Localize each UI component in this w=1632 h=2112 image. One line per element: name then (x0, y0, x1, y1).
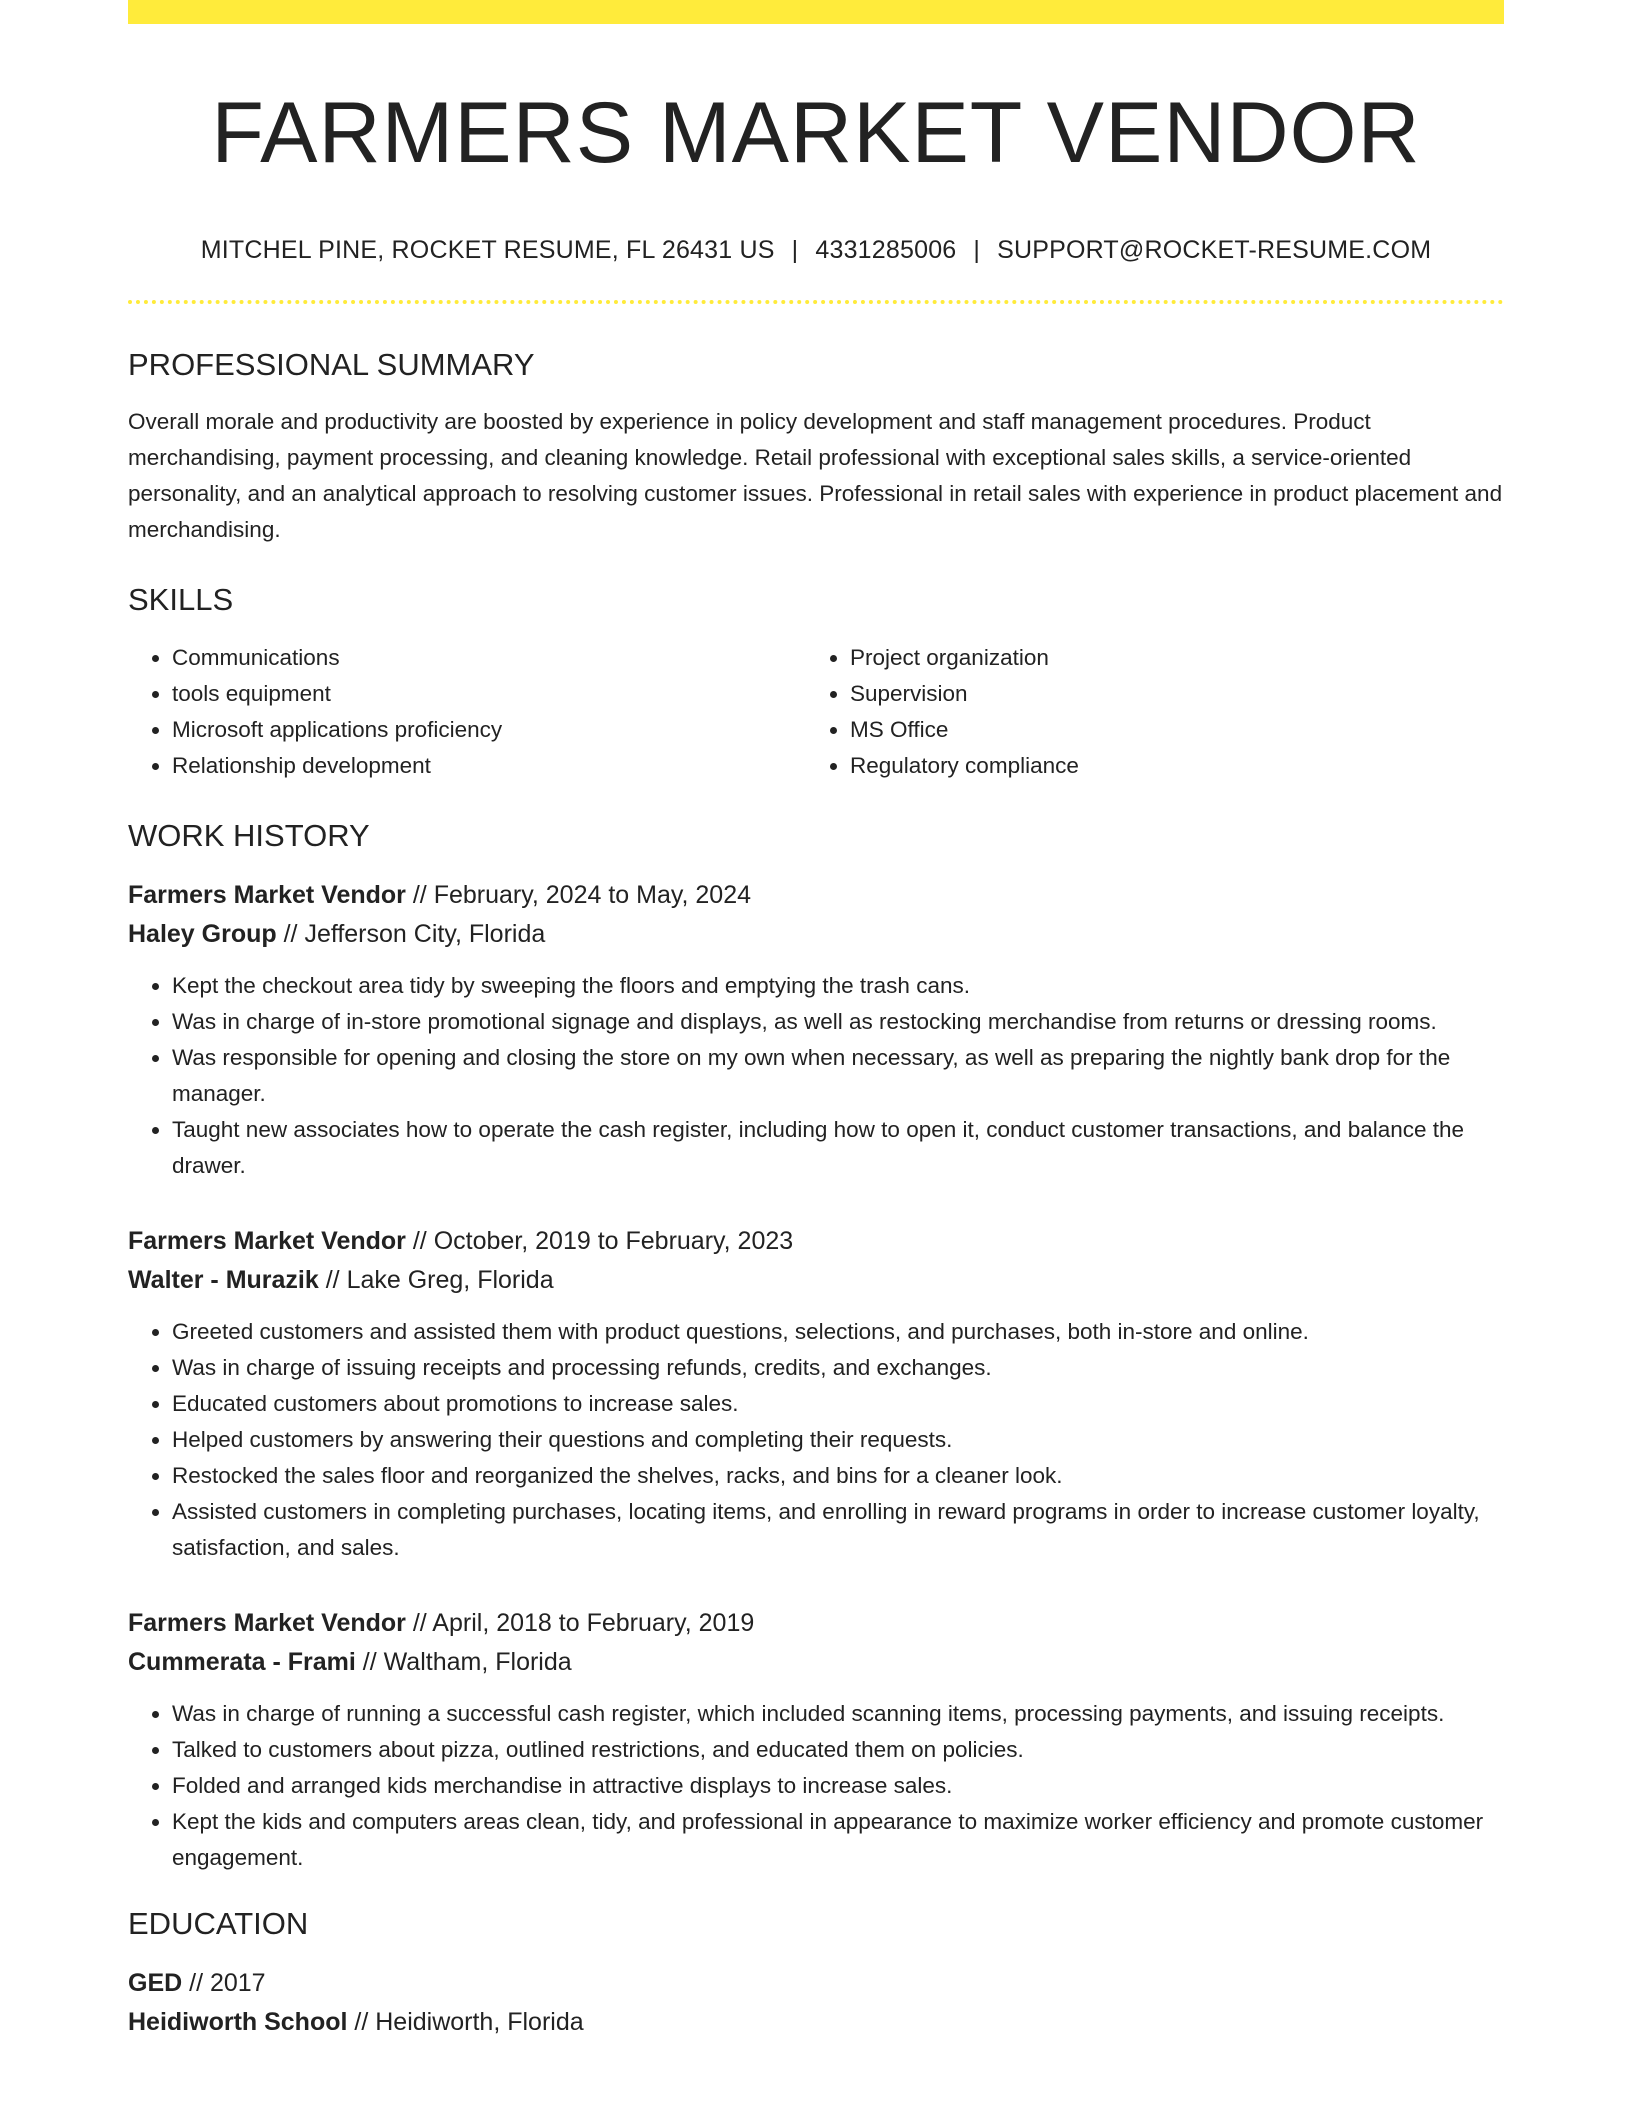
job-dates: // October, 2019 to February, 2023 (405, 1227, 794, 1255)
resume-title: FARMERS MARKET VENDOR (211, 85, 1421, 181)
skill-item: • Regulatory compliance (850, 748, 1484, 784)
job-bullet: • Greeted customers and assisted them with product questions, selections, and purchases, both in-store and online. (172, 1314, 1504, 1350)
section-title-summary: PROFESSIONAL SUMMARY (128, 347, 535, 382)
job-role-line (128, 876, 1504, 915)
contact-phone[interactable]: 4331285006 (815, 236, 957, 264)
education-year: // 2017 (182, 1969, 266, 1997)
job-bullet: • Was in charge of in-store promotional signage and displays, as well as restocking merchandise from returns or dressing rooms. (172, 1004, 1504, 1040)
job-bullets (128, 1696, 1504, 1876)
skill-item: • Project organization (850, 640, 1484, 676)
job-bullet: • Was in charge of issuing receipts and processing refunds, credits, and exchanges. (172, 1350, 1504, 1386)
section-title-work-history: WORK HISTORY (128, 818, 370, 853)
summary-paragraph: Overall morale and productivity are boosted by experience in policy development and staff management procedures. Product merchandising, payment processing, and cleaning knowledge. Retail professional with exceptional sales skills, a service-oriented personality, and an analytical approach to resolving customer issues. Professional in retail sales with experience in product placement and merchandising. (128, 409, 1503, 542)
contact-email[interactable]: SUPPORT@ROCKET-RESUME.COM (997, 236, 1432, 264)
job-dates: // February, 2024 to May, 2024 (405, 881, 751, 909)
education-location: // Heidiworth, Florida (347, 2008, 584, 2036)
dotted-divider (128, 300, 1504, 304)
job-company: Cummerata - Frami (128, 1648, 356, 1676)
skill-item: • MS Office (850, 712, 1484, 748)
job-bullet: • Taught new associates how to operate the cash register, including how to open it, conduct customer transactions, and balance the drawer. (172, 1112, 1504, 1184)
job-location: // Lake Greg, Florida (318, 1266, 554, 1294)
skills-list (128, 640, 1504, 784)
education-school-line (128, 2003, 1504, 2042)
contact-separator: | (973, 236, 981, 264)
accent-top-bar (128, 0, 1504, 24)
job-bullet: • Educated customers about promotions to increase sales. (172, 1386, 1504, 1422)
job-company: Haley Group (128, 920, 277, 948)
job-bullets (128, 968, 1504, 1184)
job-dates: // April, 2018 to February, 2019 (405, 1609, 755, 1637)
skills-column-right (806, 640, 1484, 784)
job-company-line (128, 1643, 1504, 1682)
job-bullet: • Was responsible for opening and closing the store on my own when necessary, as well as preparing the nightly bank drop for the manager. (172, 1040, 1504, 1112)
skill-item: • Communications (172, 640, 806, 676)
skills-column-left (128, 640, 806, 784)
education-degree: GED (128, 1969, 183, 1997)
skill-item: • Supervision (850, 676, 1484, 712)
job-role: Farmers Market Vendor (128, 1227, 406, 1255)
job-entry (128, 1604, 1504, 1876)
education-entry (128, 1964, 1504, 2042)
section-title-education: EDUCATION (128, 1906, 309, 1941)
job-role: Farmers Market Vendor (128, 881, 406, 909)
job-bullet: • Assisted customers in completing purchases, locating items, and enrolling in reward programs in order to increase customer loyalty, satisfaction, and sales. (172, 1494, 1504, 1566)
job-role-line (128, 1604, 1504, 1643)
resume-page (128, 0, 1504, 2042)
education-degree-line (128, 1964, 1504, 2003)
job-company-line (128, 915, 1504, 954)
job-company-line (128, 1261, 1504, 1300)
job-bullet: • Kept the kids and computers areas clean, tidy, and professional in appearance to maximize worker efficiency and promote customer engagement. (172, 1804, 1504, 1876)
section-title-skills: SKILLS (128, 582, 234, 617)
job-location: // Waltham, Florida (355, 1648, 572, 1676)
job-entry (128, 1222, 1504, 1566)
job-bullet: • Folded and arranged kids merchandise in attractive displays to increase sales. (172, 1768, 1504, 1804)
skill-item: • tools equipment (172, 676, 806, 712)
job-company: Walter - Murazik (128, 1266, 319, 1294)
job-bullet: • Helped customers by answering their questions and completing their requests. (172, 1422, 1504, 1458)
job-bullet: • Kept the checkout area tidy by sweeping the floors and emptying the trash cans. (172, 968, 1504, 1004)
job-bullets (128, 1314, 1504, 1566)
job-role-line (128, 1222, 1504, 1261)
job-bullet: • Was in charge of running a successful cash register, which included scanning items, processing payments, and issuing receipts. (172, 1696, 1504, 1732)
job-role: Farmers Market Vendor (128, 1609, 406, 1637)
contact-address: MITCHEL PINE, ROCKET RESUME, FL 26431 US (200, 236, 775, 264)
contact-line (128, 234, 1504, 266)
contact-separator: | (791, 236, 799, 264)
education-school: Heidiworth School (128, 2008, 348, 2036)
job-location: // Jefferson City, Florida (276, 920, 546, 948)
job-entry (128, 876, 1504, 1184)
skill-item: • Relationship development (172, 748, 806, 784)
job-bullet: • Restocked the sales floor and reorganized the shelves, racks, and bins for a cleaner look. (172, 1458, 1504, 1494)
skill-item: • Microsoft applications proficiency (172, 712, 806, 748)
job-bullet: • Talked to customers about pizza, outlined restrictions, and educated them on policies. (172, 1732, 1504, 1768)
